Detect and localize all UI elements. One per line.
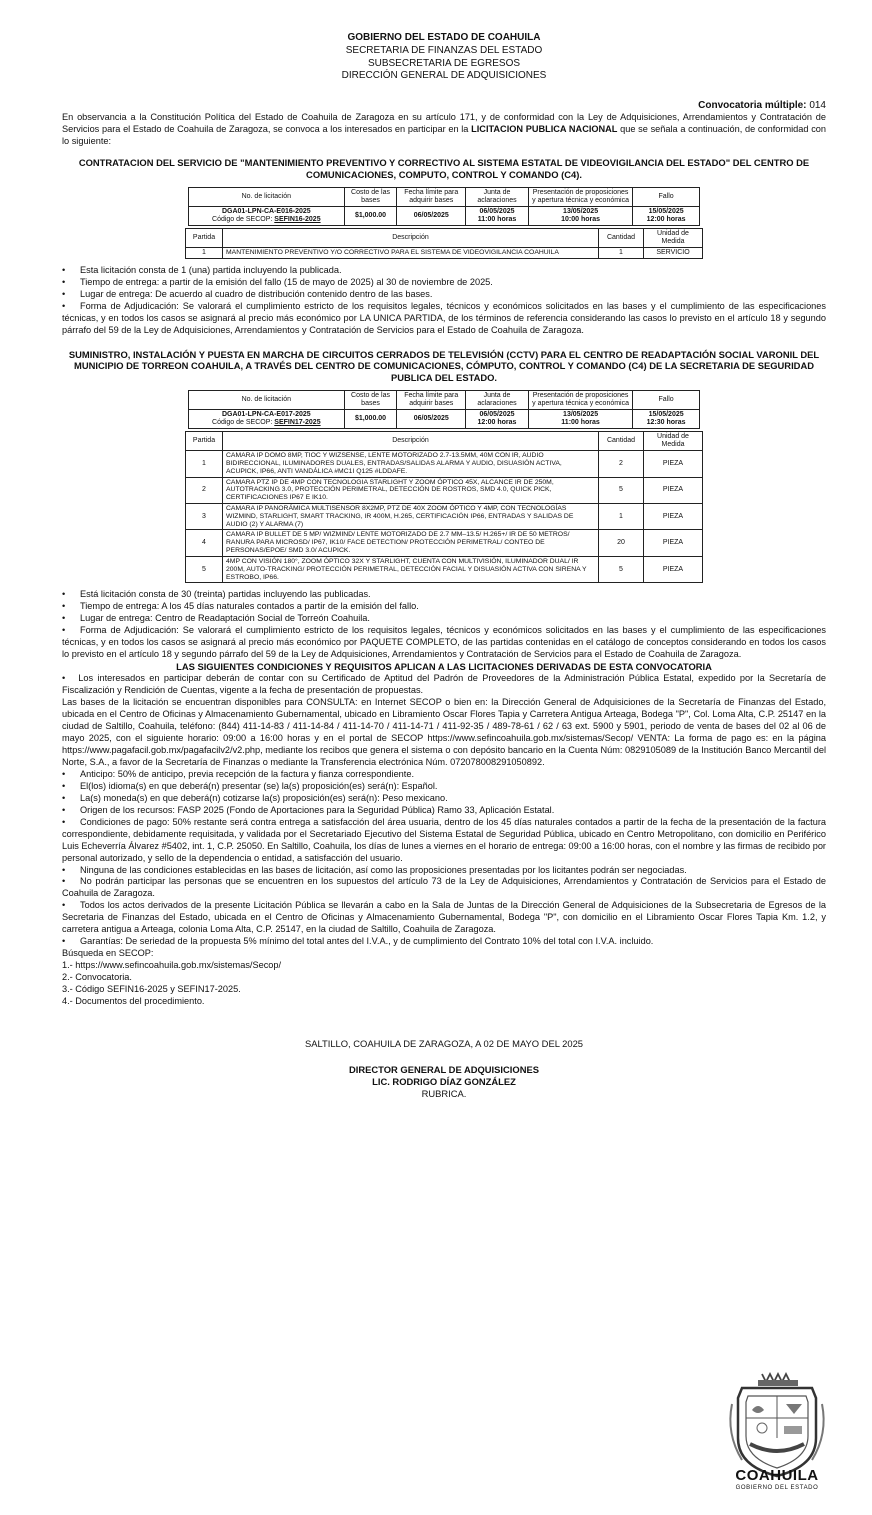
fallo-value: 15/05/2025 12:30 horas xyxy=(633,409,700,428)
bullet-item xyxy=(62,613,826,625)
bullet-icon: • xyxy=(62,864,66,875)
partida-cell: 3 xyxy=(186,504,223,530)
col-presentacion: Presentación de proposiciones y apertura técnica y económica xyxy=(528,390,632,409)
table-row xyxy=(186,451,703,477)
bullet-icon: • xyxy=(62,936,66,947)
section1-licitacion-table xyxy=(188,187,700,226)
busqueda-list xyxy=(62,960,826,1008)
document-header xyxy=(62,32,826,83)
bullet-item xyxy=(62,865,826,877)
junta-value: 06/05/2025 11:00 horas xyxy=(466,206,529,225)
presentacion-value: 13/05/2025 11:00 horas xyxy=(528,409,632,428)
partida-cell: 1 xyxy=(186,247,223,258)
col-unidad: Unidad de Medida xyxy=(644,432,703,451)
signature-title: DIRECTOR GENERAL DE ADQUISICIONES xyxy=(349,1064,539,1076)
intro-paragraph: En observancia a la Constitución Política del Estado de Coahuila de Zaragoza en su artículo 171, y de conformidad con la Ley de Adquisiciones, Arrendamientos y Contratación de Servicios para el Estado de Coahuila de Zaragoza, se convoca a los interesados en participar en la LICITACION PUBLICA NACIONAL que se señala a continuación, de conformidad con lo siguiente: xyxy=(62,112,827,147)
bullet-text: Lugar de entrega: De acuerdo al cuadro de distribución contenido dentro de las bases. xyxy=(80,288,433,299)
unidad-cell: PIEZA xyxy=(644,556,703,582)
seal-subtitle: GOBIERNO DEL ESTADO xyxy=(735,1485,819,1491)
costo-value: $1,000.00 xyxy=(344,409,397,428)
bullet-icon: • xyxy=(62,288,66,299)
bullet-item xyxy=(62,601,826,613)
col-fecha: Fecha límite para adquirir bases xyxy=(397,390,466,409)
conditions-bases: Las bases de la licitación se encuentran disponibles para CONSULTA: en Internet SECOP o bien en: la Dirección General de Adquisiciones de la Secretaría de Finanzas del Estado, ubicada en el Centro de Oficinas y Almacenamiento Gubernamental, ubicado en Libramiento Oscar Flores Tapia y Carretera Antigua Arteaga, Bodega "P", Col. Loma Alta, C.P. 25147 en la ciudad de Saltillo, Coahuila, teléfono: (844) 411-14-83 / 411-14-84 / 411-14-70 / 411-14-71 / 411-92-35 / 489-78-61 / 62 / 63 ext. 5900 y 5901, periodo de venta de bases del 02 al 06 de mayo 2025, con el siguiente horario: 09:00 a 16:00 horas y en el portal de SECOP https://www.sefincoahuila.gob.mx/sistemas/Secop/ VENTA: La forma de pago es: en la página https://www.pagafacil.gob.mx/pagafacilv2/v2.php, mediante los recibos que genera el sistema o con depósito bancario en la Cuenta Núm: 0829105089 de la Institución Banco Mercantil del Norte, S.A., a favor de la Secretaría de Finanzas o mediante la Transferencia electrónica Núm. 072078008291050892. xyxy=(62,697,826,767)
bullet-item xyxy=(62,936,826,948)
licitacion-number: DGA01-LPN-CA-E017-2025 Código de SECOP: SEFIN17-2025 xyxy=(189,409,345,428)
bullet-icon: • xyxy=(62,300,66,311)
bullet-icon: • xyxy=(62,792,66,803)
bullet-item xyxy=(62,876,826,900)
bullet-text: Esta licitación consta de 1 (una) partida incluyendo la publicada. xyxy=(80,264,342,275)
bullet-text: Tiempo de entrega: A los 45 días naturales contados a partir de la emisión del fallo. xyxy=(80,601,419,612)
bullet-icon: • xyxy=(62,264,66,275)
col-descripcion: Descripción xyxy=(223,228,599,247)
partida-cell: 1 xyxy=(186,451,223,477)
col-junta: Junta de aclaraciones xyxy=(466,390,529,409)
signature-block xyxy=(62,1064,826,1099)
bullet-icon: • xyxy=(62,625,66,636)
cantidad-cell: 2 xyxy=(599,451,644,477)
bullet-text: Todos los actos derivados de la presente Licitación Pública se llevarán a cabo en la Sala de Juntas de la Dirección General de Adquisiciones de la Subsecretaria de Egresos de la Secretaria de Finanzas del Estado, ubicada en el Centro de Oficinas y Almacenamiento Gubernamental, Bodega "P", con domicilio en el Libramiento Oscar Flores Tapia Km. 1.2, y carretera antigua a Arteaga, colonia Loma Alta, C.P. 25147, en la ciudad de Saltillo, Coahuila de Zaragoza. xyxy=(62,900,826,935)
section1-title: CONTRATACION DEL SERVICIO DE "MANTENIMIENTO PREVENTIVO Y CORRECTIVO AL SISTEMA ESTATAL DE VIDEOVIGILANCIA DEL ESTADO" DEL CENTRO DE COMUNICACIONES, COMPUTO, CONTROL Y COMANDO (C4). xyxy=(78,157,810,180)
cantidad-cell: 20 xyxy=(599,530,644,556)
bullet-item xyxy=(62,265,826,277)
section2-title: SUMINISTRO, INSTALACIÓN Y PUESTA EN MARCHA DE CIRCUITOS CERRADOS DE TELEVISIÓN (CCTV) PARA EL CENTRO DE READAPTACIÓN SOCIAL VARONIL DEL MUNICIPIO DE TORREON COAHUILA, A TRAVÉS DEL CENTRO DE COMUNICACIONES, CÓMPUTO, CONTROL Y COMANDO (C4) DE LA SECRETARIA DE SEGURIDAD PUBLICA DEL ESTADO. xyxy=(68,348,820,384)
cantidad-cell: 1 xyxy=(599,504,644,530)
col-no-licitacion: No. de licitación xyxy=(189,187,345,206)
bullet-text: El(los) idioma(s) en que deberá(n) presentar (se) la(s) proposición(es) será(n): Español. xyxy=(80,780,438,791)
bullet-icon: • xyxy=(62,276,66,287)
bullet-item xyxy=(62,589,826,601)
section2-bullets xyxy=(62,589,826,661)
section2-items-table xyxy=(185,431,703,583)
partida-cell: 4 xyxy=(186,530,223,556)
unidad-cell: PIEZA xyxy=(644,451,703,477)
bullet-item xyxy=(62,625,826,661)
bullet-text: No podrán participar las personas que se encuentren en los supuestos del artículo 73 de la Ley de Adquisiciones, Arrendamientos y Contratación de Servicios para el Estado de Coahuila de Zaragoza. xyxy=(62,876,826,899)
bullet-icon: • xyxy=(62,816,66,827)
seal-name: COAHUILA xyxy=(735,1467,819,1484)
unidad-cell: SERVICIO xyxy=(644,247,703,258)
cantidad-cell: 1 xyxy=(599,247,644,258)
busqueda-item: 2.- Convocatoria. xyxy=(62,972,132,983)
bullet-icon: • xyxy=(62,780,66,791)
bullet-icon: • xyxy=(62,613,66,624)
place-date: SALTILLO, COAHUILA DE ZARAGOZA, A 02 DE MAYO DEL 2025 xyxy=(304,1037,584,1049)
bullet-icon: • xyxy=(62,589,66,600)
bullet-icon: • xyxy=(62,876,66,887)
table-row xyxy=(186,556,703,582)
bullet-icon: • xyxy=(62,768,66,779)
fecha-value: 06/05/2025 xyxy=(397,409,466,428)
licitacion-number: DGA01-LPN-CA-E016-2025 Código de SECOP: SEFIN16-2025 xyxy=(189,206,345,225)
document-page xyxy=(62,32,826,1099)
col-unidad: Unidad de Medida xyxy=(644,228,703,247)
bullet-item xyxy=(62,781,826,793)
bullet-text: Forma de Adjudicación: Se valorará el cumplimiento estricto de los requisitos legales, técnicos y económicos solicitados en las bases y el cumplimiento de las especificaciones técnicas, y en todos los casos se asignará al precio más económico por PAQUETE COMPLETO, de las partidas contenidas en el catálogo de conceptos considerando en todos los casos lo previsto en el artículo 18 y segundo párrafo del 59 de la Ley de Adquisiciones, Arrendamientos y Contratación de Servicios para el Estado de Coahuila de Zaragoza. xyxy=(62,625,826,660)
conditions-padron: • Los interesados en participar deberán de contar con su Certificado de Aptitud del Padrón de Proveedores de la Administración Pública Estatal, expedido por la Secretaría de Fiscalización y Rendición de Cuentas, vigente a la fecha de presentación de propuestas. xyxy=(62,673,827,696)
costo-value: $1,000.00 xyxy=(344,206,397,225)
partida-cell: 5 xyxy=(186,556,223,582)
bullet-item xyxy=(62,805,826,817)
bullet-item xyxy=(62,277,826,289)
col-presentacion: Presentación de proposiciones y apertura técnica y económica xyxy=(528,187,632,206)
col-cantidad: Cantidad xyxy=(599,432,644,451)
col-descripcion: Descripción xyxy=(223,432,599,451)
col-junta: Junta de aclaraciones xyxy=(466,187,529,206)
bullet-icon: • xyxy=(62,804,66,815)
bullet-item xyxy=(62,793,826,805)
coahuila-seal-logo xyxy=(722,1368,832,1480)
section1-items-table xyxy=(185,228,703,259)
bullet-icon: • xyxy=(62,900,66,911)
table-row xyxy=(186,247,703,258)
unidad-cell: PIEZA xyxy=(644,477,703,503)
busqueda-item: 1.- https://www.sefincoahuila.gob.mx/sistemas/Secop/ xyxy=(62,960,282,971)
section2-licitacion-table xyxy=(188,390,700,429)
bullet-item xyxy=(62,289,826,301)
partida-cell: 2 xyxy=(186,477,223,503)
bullet-text: Condiciones de pago: 50% restante será contra entrega a satisfacción del área usuaria, dentro de los 45 días naturales contados a partir de la fecha de la presentación de la factura correspondiente, debidamente requisitada, y validada por el Secretariado Ejecutivo del Sistema Estatal de Seguridad Pública, ubicado en Centro Metropolitano, con domicilio en Periférico Luis Echeverría Álvarez #5402, int. 1, C.P. 25050. En Saltillo, Coahuila, los días de lunes a viernes en el horario de entrega: 09:00 a 16:00 horas, con el nombre y las firmas de recibido por personal autorizado, y sello de la dependencia o entidad, a satisfacción del usuario. xyxy=(62,816,826,863)
convocatoria-value: 014 xyxy=(809,100,826,112)
bullet-text: Anticipo: 50% de anticipo, previa recepción de la factura y fianza correspondiente. xyxy=(80,768,415,779)
unidad-cell: PIEZA xyxy=(644,504,703,530)
col-no-licitacion: No. de licitación xyxy=(189,390,345,409)
fecha-value: 06/05/2025 xyxy=(397,206,466,225)
cantidad-cell: 5 xyxy=(599,556,644,582)
convocatoria-number xyxy=(62,99,826,112)
descripcion-cell: CAMARA IP DOMO 8MP, TIOC Y WIZSENSE, LENTE MOTORIZADO 2.7-13.5MM, 40M CON IR, AUDIO BIDIRECCIONAL, ILUMINADORES DUALES, ENTRADAS/SALIDAS ALARMA Y AUDIO, DISUASIÓN ACTIVA, ACUPICK, IP66, ANTI VANDÁLICA #MC1I Q125 #LDDAFE. xyxy=(223,451,599,477)
bullet-text: La(s) moneda(s) en que deberá(n) cotizarse la(s) proposición(es) será(n): Peso mexicano. xyxy=(80,792,448,803)
busqueda-item: 3.- Código SEFIN16-2025 y SEFIN17-2025. xyxy=(62,984,241,995)
header-secretaria: SECRETARIA DE FINANZAS DEL ESTADO xyxy=(345,44,543,56)
col-partida: Partida xyxy=(186,228,223,247)
conditions-bullets xyxy=(62,769,826,948)
descripcion-cell: CAMARA IP BULLET DE 5 MP/ WIZMIND/ LENTE MOTORIZADO DE 2.7 MM–13.5/ H.265+/ IR DE 50 METROS/ RANURA PARA MICROSD/ IP67, IK10/ FACE DETECTION/ PROTECCIÓN PERIMETRAL/ CONTEO DE PERSONAS/EPOE/ SMD 3.0/ ACUPICK. xyxy=(223,530,599,556)
bullet-text: Garantías: De seriedad de la propuesta 5% mínimo del total antes del I.V.A., y de cumplimiento del Contrato 10% del total con I.V.A. incluido. xyxy=(80,936,654,947)
bullet-text: Origen de los recursos: FASP 2025 (Fondo de Aportaciones para la Seguridad Pública) Ramo 33, Aplicación Estatal. xyxy=(80,804,555,815)
header-subsecretaria: SUBSECRETARIA DE EGRESOS xyxy=(367,57,521,69)
col-fallo: Fallo xyxy=(633,390,700,409)
busqueda-item: 4.- Documentos del procedimiento. xyxy=(62,995,205,1006)
col-costo: Costo de las bases xyxy=(344,390,397,409)
col-fallo: Fallo xyxy=(633,187,700,206)
signature-name: LIC. RODRIGO DÍAZ GONZÁLEZ xyxy=(372,1075,516,1087)
descripcion-cell: MANTENIMIENTO PREVENTIVO Y/O CORRECTIVO PARA EL SISTEMA DE VIDEOVIGILANCIA COAHUILA xyxy=(223,247,599,258)
descripcion-cell: CAMARA IP PANORÁMICA MULTISENSOR 8X2MP, PTZ DE 40X ZOOM ÓPTICO Y 4MP, CON TECNOLOGÍAS WIZMIND, STARLIGHT, SMART TRACKING, IR 400M, H.265, CERTIFICACIÓN IP66, ENTRADAS Y SALIDAS DE AUDIO (2) Y ALARMA (7) xyxy=(223,504,599,530)
bullet-item xyxy=(62,769,826,781)
signature-note: RUBRICA. xyxy=(421,1087,467,1099)
table-row xyxy=(186,477,703,503)
bullet-item xyxy=(62,817,826,865)
busqueda-title: Búsqueda en SECOP: xyxy=(62,948,154,959)
convocatoria-label: Convocatoria múltiple: xyxy=(698,100,807,112)
table-row xyxy=(186,504,703,530)
bullet-text: Está licitación consta de 30 (treinta) partidas incluyendo las publicadas. xyxy=(80,589,371,600)
col-partida: Partida xyxy=(186,432,223,451)
presentacion-value: 13/05/2025 10:00 horas xyxy=(528,206,632,225)
descripcion-cell: 4MP CON VISIÓN 180°, ZOOM ÓPTICO 32X Y STARLIGHT, CUENTA CON MULTIVISIÓN, ILUMINADOR DUAL/ IR 200M, AUTO-TRACKING/ PROTECCIÓN PERIMETRAL, DETECCIÓN FACIAL Y DISUASIÓN ACTIVA CON SIRENA Y ESTROBO, IP66. xyxy=(223,556,599,582)
bullet-item xyxy=(62,900,826,936)
junta-value: 06/05/2025 12:00 horas xyxy=(466,409,529,428)
bullet-icon: • xyxy=(62,601,66,612)
descripcion-cell: CAMARA PTZ IP DE 4MP CON TECNOLOGIA STARLIGHT Y ZOOM ÓPTICO 45X, ALCANCE IR DE 250M, AUTOTRACKING 3.0, PROTECCIÓN PERIMETRAL, DETECCIÓN DE ROSTROS, SMD 4.0, QUICK PICK, CERTIFICACIONES IP67 E IK10. xyxy=(223,477,599,503)
bullet-item xyxy=(62,301,826,337)
header-government: GOBIERNO DEL ESTADO DE COAHUILA xyxy=(347,32,541,43)
col-costo: Costo de las bases xyxy=(344,187,397,206)
col-fecha: Fecha límite para adquirir bases xyxy=(397,187,466,206)
bullet-text: Forma de Adjudicación: Se valorará el cumplimiento estricto de los requisitos legales, técnicos y económicos solicitados en las bases y el cumplimiento de las especificaciones técnicas, y en todos los casos se asignará al precio más económico por LA UNICA PARTIDA, de los términos de referencia considerando las casos lo previsto en el artículo 18 y segundo párrafo del 59 de la Ley de Adquisiciones, Arrendamientos y Contratación de Servicios para el Estado de Coahuila de Zaragoza. xyxy=(62,300,826,335)
conditions-title: LAS SIGUIENTES CONDICIONES Y REQUISITOS APLICAN A LAS LICITACIONES DERIVADAS DE ESTA CONVOCATORIA xyxy=(176,661,712,673)
col-cantidad: Cantidad xyxy=(599,228,644,247)
header-direccion: DIRECCIÓN GENERAL DE ADQUISICIONES xyxy=(341,70,547,82)
fallo-value: 15/05/2025 12:00 horas xyxy=(633,206,700,225)
cantidad-cell: 5 xyxy=(599,477,644,503)
section1-bullets xyxy=(62,265,826,337)
unidad-cell: PIEZA xyxy=(644,530,703,556)
bullet-text: Tiempo de entrega: a partir de la emisión del fallo (15 de mayo de 2025) al 30 de noviembre de 2025. xyxy=(80,276,493,287)
bullet-text: Lugar de entrega: Centro de Readaptación Social de Torreón Coahuila. xyxy=(80,613,370,624)
table-row xyxy=(186,530,703,556)
bullet-text: Ninguna de las condiciones establecidas en las bases de licitación, así como las proposiciones presentadas por los licitantes podrán ser negociadas. xyxy=(80,864,687,875)
